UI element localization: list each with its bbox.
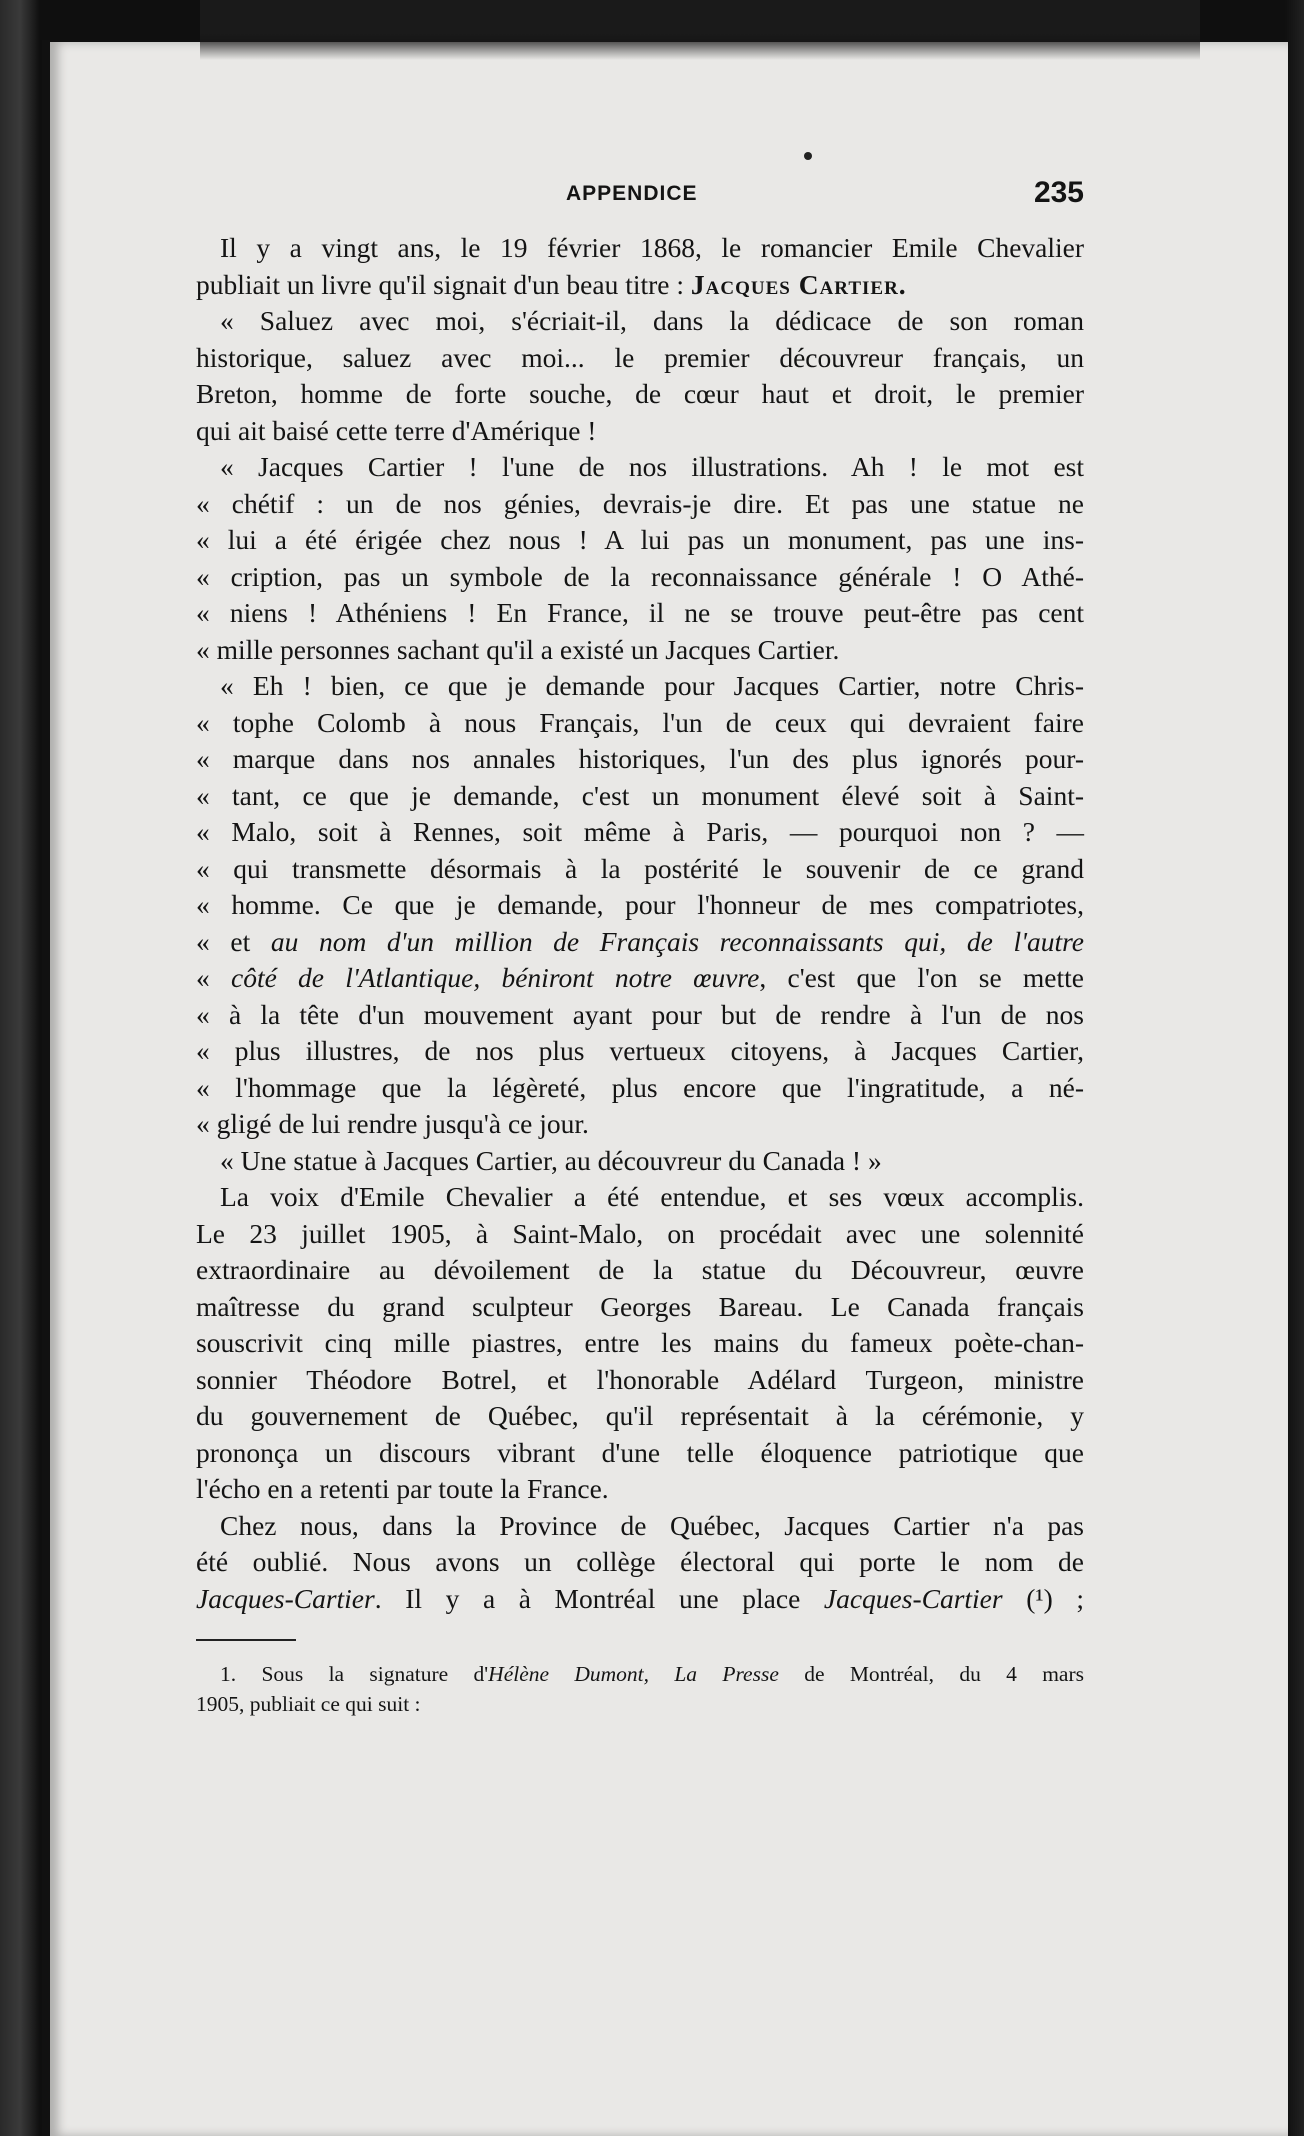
text-line: « niens ! Athéniens ! En France, il ne se trouve peut-être pas cent bbox=[196, 597, 1084, 628]
text-line: prononça un discours vibrant d'une telle éloquence patriotique que bbox=[196, 1436, 1084, 1468]
text-line: « tophe Colomb à nous Français, l'un de ceux qui devraient faire bbox=[196, 706, 1084, 738]
text-line: Il y a vingt ans, le 19 février 1868, le romancier Emile Chevalier bbox=[220, 232, 1084, 263]
text-line: « cription, pas un symbole de la reconnaissance générale ! O Athé- bbox=[196, 560, 1084, 592]
text-span: . Il y a à Montréal une place bbox=[374, 1582, 824, 1614]
text-line: qui ait baisé cette terre d'Amérique ! bbox=[196, 414, 597, 446]
text-span: « bbox=[196, 962, 231, 993]
text-line: « homme. Ce que je demande, pour l'honneur de mes compatriotes, bbox=[196, 889, 1084, 920]
ink-dot bbox=[804, 152, 812, 160]
text-line: Chez nous, dans la Province de Québec, Jacques Cartier n'a pas bbox=[220, 1509, 1084, 1541]
text-line: « Saluez avec moi, s'écriait-il, dans la dédicace de son roman bbox=[220, 305, 1084, 336]
scan-shadow bbox=[200, 0, 1200, 60]
footnote-divider bbox=[196, 1639, 296, 1641]
text-line bbox=[196, 960, 1084, 997]
text-line: Le 23 juillet 1905, à Saint-Malo, on procédait avec une solennité bbox=[196, 1217, 1084, 1249]
text-line: l'écho en a retenti par toute la France. bbox=[196, 1473, 609, 1504]
text-span: « et bbox=[196, 925, 271, 957]
text-line bbox=[196, 1581, 1084, 1618]
page-header bbox=[196, 170, 1084, 230]
text-line: souscrivit cinq mille piastres, entre les mains du fameux poète-chan- bbox=[196, 1327, 1084, 1358]
footnote bbox=[196, 1659, 1084, 1719]
body-text bbox=[196, 230, 1084, 1617]
text-span: 1. Sous la signature d' bbox=[220, 1662, 489, 1686]
text-line: « plus illustres, de nos plus vertueux citoyens, à Jacques Cartier, bbox=[196, 1035, 1084, 1066]
text-span: de Montréal, du 4 mars bbox=[778, 1662, 1084, 1686]
text-line: « chétif : un de nos génies, devrais-je dire. Et pas une statue ne bbox=[196, 487, 1084, 519]
text-line: historique, saluez avec moi... le premier découvreur français, un bbox=[196, 341, 1084, 373]
text-line: « Eh ! bien, ce que je demande pour Jacques Cartier, notre Chris- bbox=[220, 670, 1084, 701]
text-line: « Jacques Cartier ! l'une de nos illustrations. Ah ! le mot est bbox=[220, 451, 1084, 482]
book-title: Jacques Cartier. bbox=[690, 268, 907, 300]
text-line bbox=[196, 267, 1084, 304]
footnote-line: 1905, publiait ce qui suit : bbox=[196, 1692, 421, 1716]
text-line: extraordinaire au dévoilement de la statue du Découvreur, œuvre bbox=[196, 1254, 1084, 1285]
text-line: « mille personnes sachant qu'il a existé un Jacques Cartier. bbox=[196, 633, 840, 665]
text-line: « Une statue à Jacques Cartier, au découvreur du Canada ! » bbox=[220, 1144, 882, 1176]
italic-span: côté de l'Atlantique, béniront notre œuvre bbox=[231, 962, 760, 993]
page-content bbox=[196, 170, 1084, 1719]
text-line: « tant, ce que je demande, c'est un monument élevé soit à Saint- bbox=[196, 779, 1084, 811]
footnote-line bbox=[196, 1659, 1084, 1689]
page-number: 235 bbox=[1033, 176, 1084, 209]
text-line bbox=[196, 924, 1084, 961]
italic-span: au nom d'un million de Français reconnaissants qui, de l'autre bbox=[270, 925, 1084, 957]
text-line: sonnier Théodore Botrel, et l'honorable Adélard Turgeon, ministre bbox=[196, 1363, 1084, 1395]
text-line: du gouvernement de Québec, qu'il représentait à la cérémonie, y bbox=[196, 1400, 1084, 1431]
page-edge bbox=[42, 40, 50, 2136]
text-line: « gligé de lui rendre jusqu'à ce jour. bbox=[196, 1108, 589, 1139]
text-line: « Malo, soit à Rennes, soit même à Paris, — pourquoi non ? — bbox=[196, 816, 1084, 847]
italic-span: Jacques-Cartier bbox=[823, 1582, 1003, 1614]
italic-span: Jacques-Cartier bbox=[196, 1582, 375, 1614]
text-line: maîtresse du grand sculpteur Georges Bareau. Le Canada français bbox=[196, 1290, 1084, 1322]
text-span: publiait un livre qu'il signait d'un beau titre : bbox=[196, 268, 691, 300]
footnote-ref: (¹) ; bbox=[1002, 1582, 1084, 1614]
running-head: APPENDICE bbox=[566, 182, 698, 205]
italic-span: Hélène Dumont, La Presse bbox=[488, 1662, 779, 1686]
text-line: Breton, homme de forte souche, de cœur haut et droit, le premier bbox=[196, 378, 1084, 409]
text-line: La voix d'Emile Chevalier a été entendue, et ses vœux accomplis. bbox=[220, 1181, 1084, 1212]
text-line: « à la tête d'un mouvement ayant pour but de rendre à l'un de nos bbox=[196, 998, 1084, 1030]
text-line: « marque dans nos annales historiques, l'un des plus ignorés pour- bbox=[196, 743, 1084, 774]
text-line: « qui transmette désormais à la postérité le souvenir de ce grand bbox=[196, 852, 1084, 884]
text-line: « lui a été érigée chez nous ! A lui pas un monument, pas une ins- bbox=[196, 524, 1084, 555]
text-line: « l'hommage que la légèreté, plus encore que l'ingratitude, a né- bbox=[196, 1071, 1084, 1103]
text-line: été oublié. Nous avons un collège électoral qui porte le nom de bbox=[196, 1546, 1084, 1577]
text-span: , c'est que l'on se mette bbox=[759, 962, 1084, 993]
